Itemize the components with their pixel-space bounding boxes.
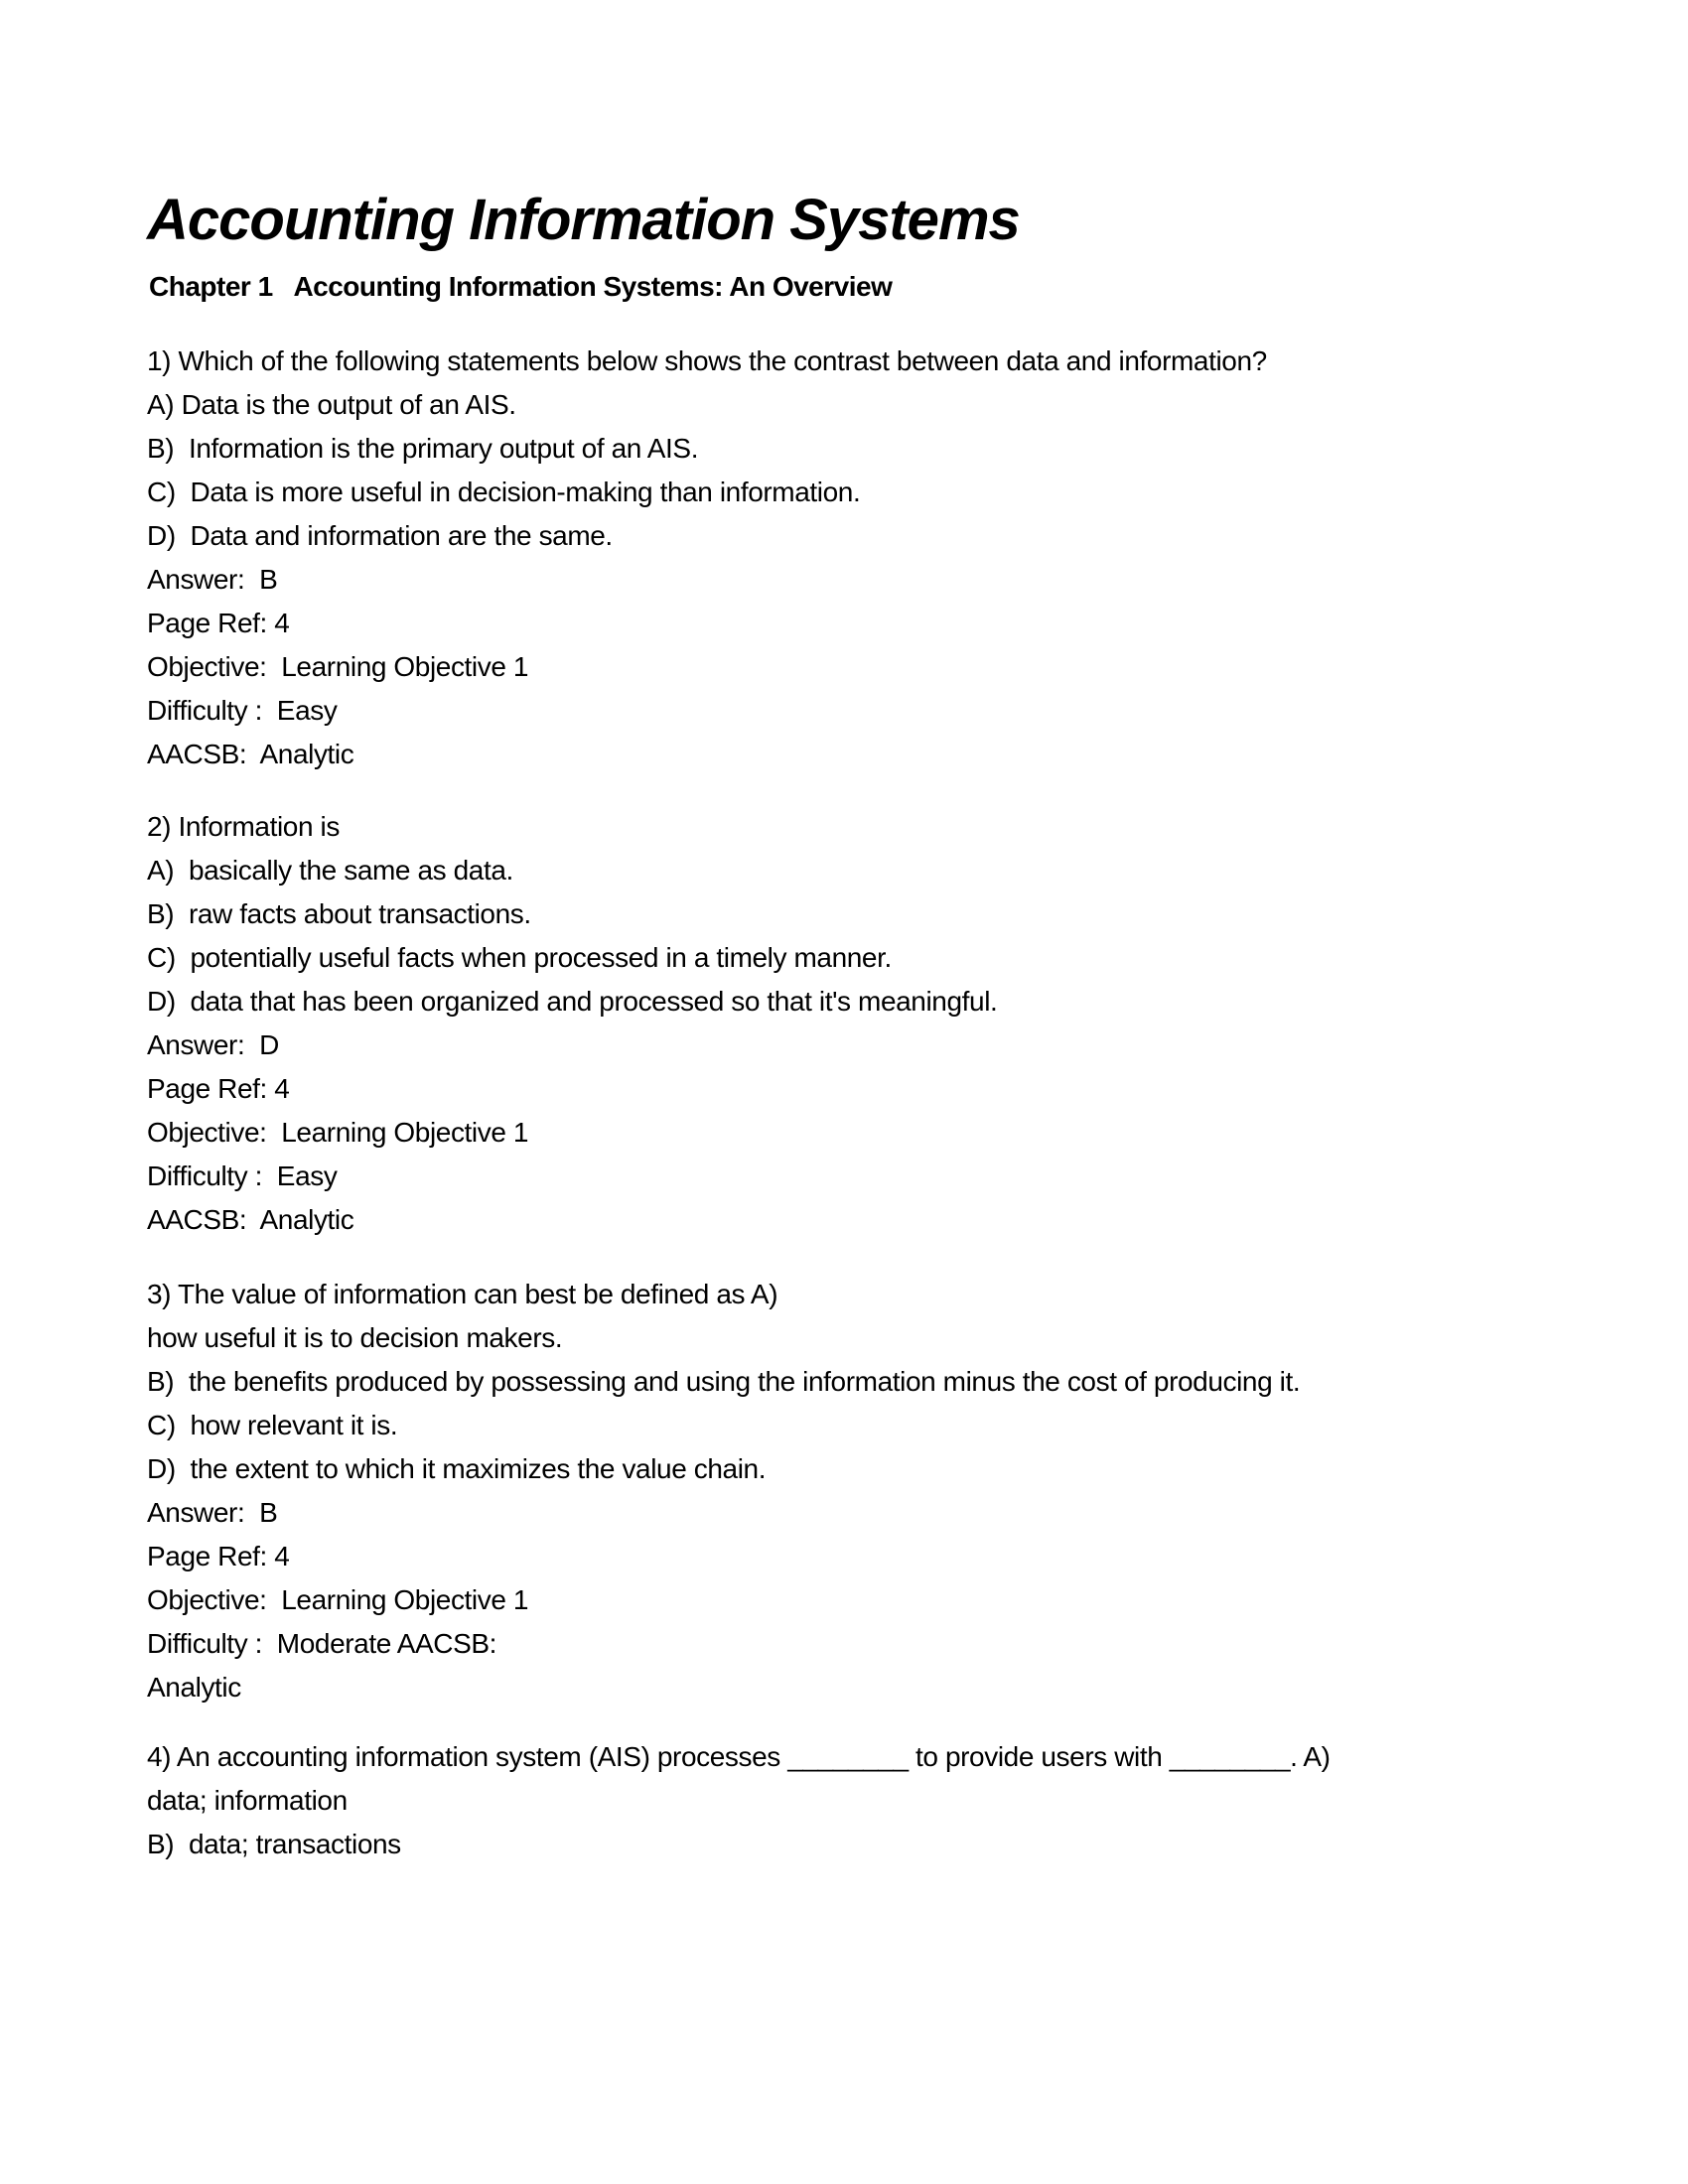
question-line: D) Data and information are the same. xyxy=(147,520,613,551)
question-line: how useful it is to decision makers. xyxy=(147,1322,563,1353)
question-block-3 xyxy=(147,1273,1300,1709)
question-line: A) Data is the output of an AIS. xyxy=(147,389,516,420)
document-title: Accounting Information Systems xyxy=(147,188,1020,252)
question-line: D) the extent to which it maximizes the value chain. xyxy=(147,1453,767,1484)
question-line: data; information xyxy=(147,1785,348,1816)
question-line: Objective: Learning Objective 1 xyxy=(147,1117,529,1148)
question-block-1 xyxy=(147,340,1267,776)
question-line: 1) Which of the following statements below shows the contrast between data and information? xyxy=(147,345,1267,376)
question-line: AACSB: Analytic xyxy=(147,1204,354,1235)
question-line: 2) Information is xyxy=(147,811,340,842)
question-line: C) how relevant it is. xyxy=(147,1410,398,1440)
question-line: 4) An accounting information system (AIS) processes ________ to provide users with ________. A) xyxy=(147,1741,1331,1772)
chapter-heading: Chapter 1 Accounting Information Systems: An Overview xyxy=(149,271,893,302)
question-line: Page Ref: 4 xyxy=(147,1541,290,1571)
question-line: B) raw facts about transactions. xyxy=(147,898,531,929)
question-block-4 xyxy=(147,1735,1331,1866)
question-line: C) Data is more useful in decision-making than information. xyxy=(147,477,861,507)
question-line: Answer: D xyxy=(147,1029,279,1060)
question-line: B) Information is the primary output of an AIS. xyxy=(147,433,699,464)
question-block-2 xyxy=(147,805,997,1242)
question-line: Objective: Learning Objective 1 xyxy=(147,1584,529,1615)
question-line: Page Ref: 4 xyxy=(147,608,290,638)
question-line: Analytic xyxy=(147,1672,241,1703)
question-line: Answer: B xyxy=(147,1497,278,1528)
question-line: AACSB: Analytic xyxy=(147,739,354,769)
question-line: Objective: Learning Objective 1 xyxy=(147,651,529,682)
question-line: Difficulty : Easy xyxy=(147,695,338,726)
question-line: C) potentially useful facts when processed in a timely manner. xyxy=(147,942,892,973)
question-line: D) data that has been organized and processed so that it's meaningful. xyxy=(147,986,998,1017)
question-line: Page Ref: 4 xyxy=(147,1073,290,1104)
question-line: Difficulty : Easy xyxy=(147,1160,338,1191)
question-line: B) data; transactions xyxy=(147,1829,401,1859)
question-line: B) the benefits produced by possessing and using the information minus the cost of producing it. xyxy=(147,1366,1301,1397)
question-line: Difficulty : Moderate AACSB: xyxy=(147,1628,497,1659)
question-line: 3) The value of information can best be defined as A) xyxy=(147,1279,778,1309)
question-line: Answer: B xyxy=(147,564,278,595)
question-line: A) basically the same as data. xyxy=(147,855,513,886)
